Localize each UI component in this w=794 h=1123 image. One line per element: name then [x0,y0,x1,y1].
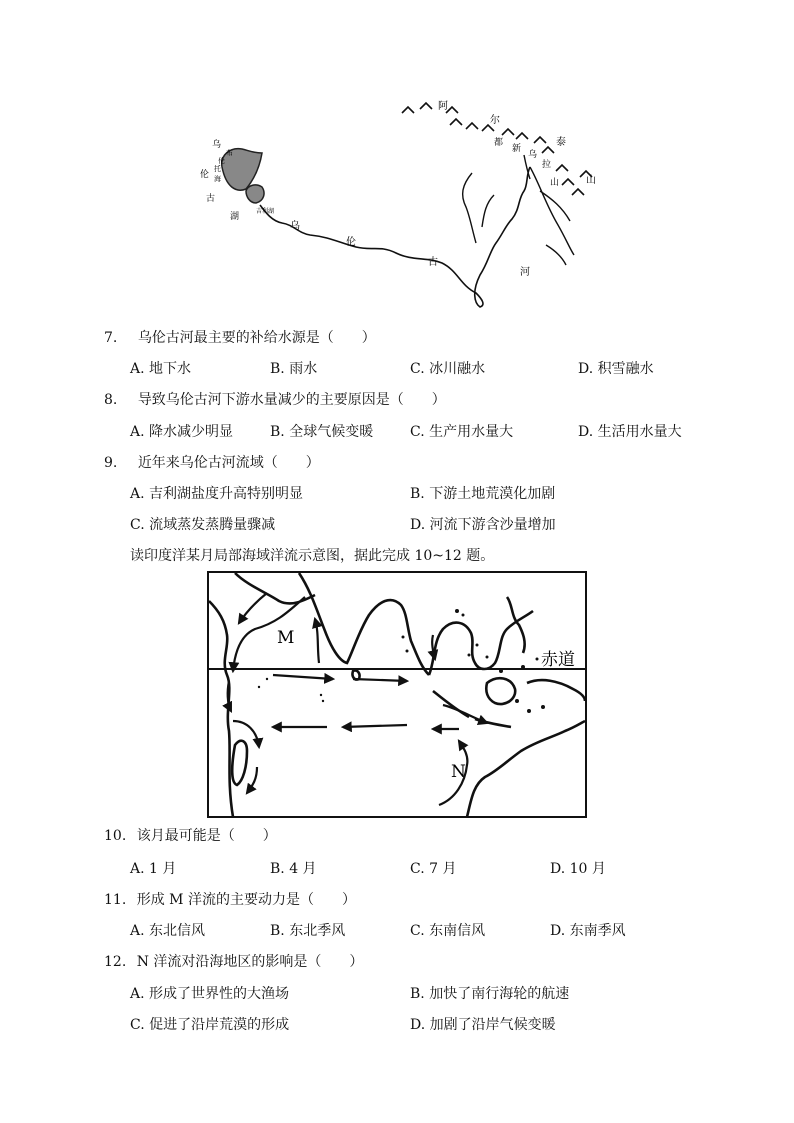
question-7 [104,327,376,347]
option-c: C. 东南信风 [410,923,486,939]
indian-ocean-current-map [207,571,587,818]
question-text: 乌伦古河最主要的补给水源是（ ） [137,330,376,346]
island-dot [527,709,531,713]
island-dot [515,699,519,703]
option-a: A. 形成了世界性的大渔场 [130,986,290,1002]
island-dot [486,656,489,659]
ulungur-river-map [190,95,610,310]
label-la: 拉 [542,160,552,170]
label-lun: 伦 [200,170,210,180]
label-tai: 泰 [556,137,566,148]
question-10 [104,825,277,845]
label-bu: 布 [226,149,233,157]
option-b: B. 4 月 [270,861,317,877]
tributary [482,195,494,227]
question-number: 11. [104,892,127,908]
option-d: D. 东南季风 [550,923,626,939]
island-dot [462,614,465,617]
question-11 [104,889,356,909]
question-9 [104,452,320,472]
ulungur-river [260,167,530,307]
jili-lake [246,185,264,203]
island-dot [320,694,322,696]
question-number: 12. [104,954,127,970]
label-lun2: 伦 [218,157,225,165]
option-d: D. 积雪融水 [578,361,654,377]
label-equator: 赤道 [541,650,575,670]
option-d: D. 加剧了沿岸气候变暖 [410,1017,556,1033]
option-d: D. 生活用水量大 [578,424,682,440]
island-dot [455,609,459,613]
island-dot [541,705,545,709]
option-c: C. 流域蒸发蒸腾量骤减 [130,517,276,533]
label-gu: 古 [206,194,216,204]
tributary [540,191,570,221]
question-8 [104,389,446,409]
tributary [546,245,566,265]
option-b: B. 全球气候变暖 [270,424,374,440]
option-d: D. 河流下游含沙量增加 [410,517,556,533]
island-dot [402,636,405,639]
island-dot [266,678,268,680]
option-a: A. 吉利湖盐度升高特别明显 [130,486,304,502]
option-c: C. 促进了沿岸荒漠的形成 [130,1017,290,1033]
tributary [463,173,476,243]
label-shan2: 山 [550,178,560,188]
question-12 [104,951,363,971]
label-du: 都 [494,138,504,148]
option-b: B. 东北季风 [270,923,346,939]
island-dot [468,654,471,657]
option-b: B. 雨水 [270,361,318,377]
island-dot [536,658,539,661]
option-d: D. 10 月 [550,861,606,877]
question-number: 8. [104,392,118,408]
question-text: N 洋流对沿海地区的影响是（ ） [136,954,364,970]
label-n: N [451,762,466,782]
island-dot [521,665,525,669]
question-text: 导致乌伦古河下游水量减少的主要原因是（ ） [137,392,446,408]
option-c: C. 7 月 [410,861,457,877]
label-hai: 海 [214,175,221,183]
label-er: 尔 [490,115,500,126]
label-jilihu: 吉利湖 [256,208,275,215]
question-text: 该月最可能是（ ） [136,828,277,844]
question-text: 近年来乌伦古河流域（ ） [137,455,320,471]
island-dot [499,669,503,673]
label-shan: 山 [586,175,596,186]
label-a: 阿 [438,101,448,112]
intro-text: 读印度洋某月局部海域洋流示意图，据此完成 10~12 题。 [130,548,495,564]
island-dot [476,644,479,647]
question-number: 9. [104,455,118,471]
label-river-he: 河 [520,267,530,278]
question-number: 7. [104,330,118,346]
island-dot [406,650,409,653]
label-m: M [277,628,295,648]
label-xin: 新 [512,144,522,154]
label-wu: 乌 [212,140,222,150]
question-text: 形成 M 洋流的主要动力是（ ） [136,892,356,908]
island-dot [258,686,260,688]
option-a: A. 地下水 [130,361,192,377]
option-a: A. 1 月 [130,861,177,877]
label-river-gu: 古 [428,257,438,268]
label-river-wu: 乌 [290,221,300,232]
option-a: A. 东北信风 [130,923,206,939]
option-b: B. 下游土地荒漠化加剧 [410,486,556,502]
option-c: C. 生产用水量大 [410,424,514,440]
option-b: B. 加快了南行海轮的航速 [410,986,570,1002]
label-tuo: 托 [214,165,221,173]
question-number: 10. [104,828,127,844]
island-dot [322,700,324,702]
label-wu2: 乌 [528,150,538,160]
label-river-lun: 伦 [346,237,356,248]
label-hu: 湖 [230,212,240,222]
option-c: C. 冰川融水 [410,361,486,377]
option-a: A. 降水减少明显 [130,424,234,440]
